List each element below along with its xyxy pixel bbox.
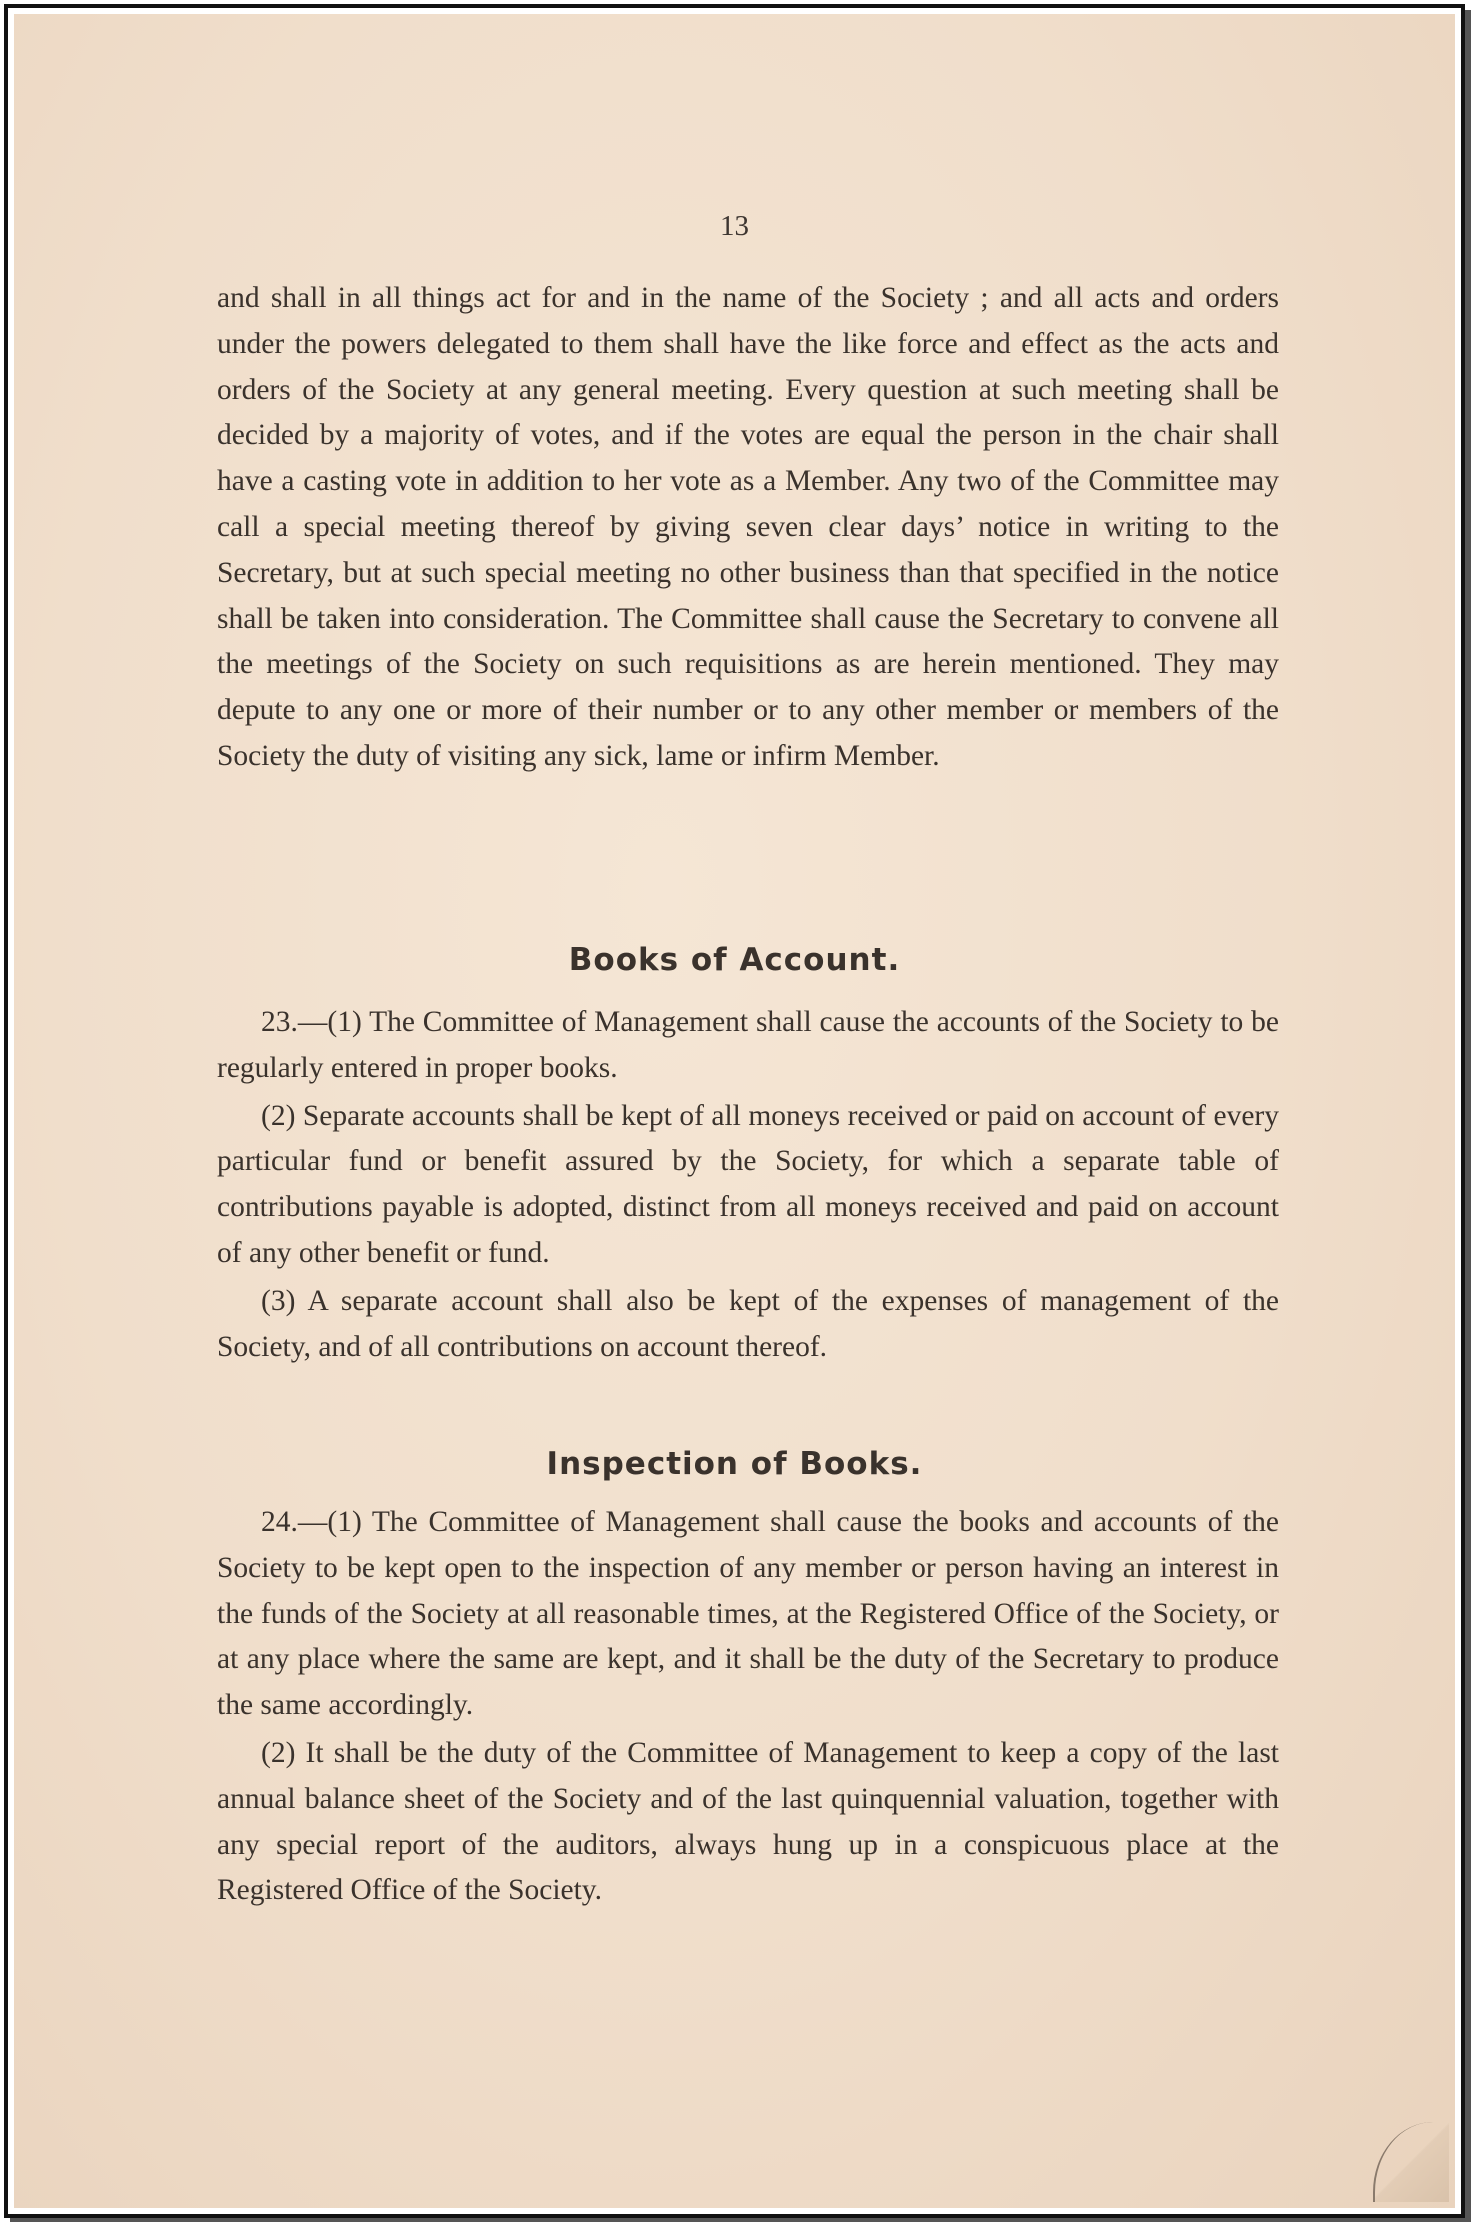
page-frame: [4, 4, 1465, 2218]
rule-23: [217, 1000, 1279, 1370]
paragraph: and shall in all things act for and in the name of the Society ; and all acts and orders under the powers delegated to them shall have the like force and effect as the acts and orders of the Society at any general meeting. Every question at such meeting shall be decided by a majority of votes, and if the votes are equal the person in the chair shall have a casting vote in addition to her vote as a Member. Any two of the Committee may call a special meeting thereof by giving seven clear days’ notice in writing to the Secretary, but at such special meeting no other business than that specified in the notice shall be taken into consideration. The Committee shall cause the Secretary to convene all the meetings of the Society on such requisitions as are herein mentioned. They may depute to any one or more of their number or to any other member or members of the Society the duty of visiting any sick, lame or infirm Member.: [217, 282, 1279, 772]
folded-corner: [1373, 2122, 1449, 2202]
rule-24: [217, 1500, 1279, 1914]
paragraph: (2) Separate accounts shall be kept of all moneys received or paid on account of every particular fund or benefit assured by the Society, for which a separate table of contributions payable is adopted, distinct from all moneys received and paid on account of any other benefit or fund.: [217, 1099, 1279, 1269]
paragraph: (2) It shall be the duty of the Committee of Management to keep a copy of the last annual balance sheet of the Society and of the last quinquennial valuation, together with any special report of the auditors, always hung up in a conspicuous place at the Registered Office of the Society.: [217, 1736, 1279, 1907]
page-number: 13: [720, 210, 749, 242]
section-heading-inspection-of-books: Inspection of Books.: [546, 1446, 923, 1482]
section-heading-books-of-account: Books of Account.: [568, 942, 901, 978]
page: [14, 14, 1455, 2208]
paragraph: 23.—(1) The Committee of Management shall cause the accounts of the Society to be regularly entered in proper books.: [217, 1006, 1279, 1084]
paragraph: (3) A separate account shall also be kept of the expenses of management of the Society, and of all contributions on account thereof.: [217, 1284, 1279, 1363]
paragraph: 24.—(1) The Committee of Management shall cause the books and accounts of the Society to be kept open to the inspection of any member or person having an interest in the funds of the Society at all reasonable times, at the Registered Office of the Society, or at any place where the same are kept, and it shall be the duty of the Secretary to produce the same accordingly.: [217, 1506, 1279, 1722]
rule-22-continuation: [217, 276, 1279, 780]
